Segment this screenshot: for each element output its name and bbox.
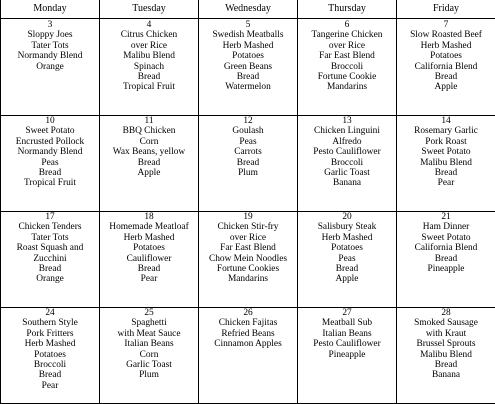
menu-item: Herb Mashed xyxy=(299,233,395,243)
header-friday: Friday xyxy=(397,0,495,19)
menu-item: Mandarins xyxy=(200,274,296,284)
header-wednesday: Wednesday xyxy=(199,0,298,19)
menu-item: Bread xyxy=(101,264,197,274)
menu-item: Fortune Cookie xyxy=(299,72,395,82)
day-cell xyxy=(1,212,100,308)
day-number: 5 xyxy=(200,20,296,30)
menu-item: Bread xyxy=(398,72,494,82)
day-number: 12 xyxy=(200,116,296,126)
menu-item: Encrusted Pollock xyxy=(2,137,98,147)
menu-item: Garlic Toast xyxy=(101,360,197,370)
menu-item: Peas xyxy=(2,158,98,168)
menu-item: Malibu Blend xyxy=(398,158,494,168)
menu-item: Bread xyxy=(2,168,98,178)
menu-item: Potatoes xyxy=(200,51,296,61)
menu-item: Pear xyxy=(2,381,98,391)
header-monday: Monday xyxy=(1,0,100,19)
menu-item: Pork Roast xyxy=(398,137,494,147)
menu-item: BBQ Chicken xyxy=(101,126,197,136)
menu-item: Smoked Sausage xyxy=(398,318,494,328)
week-row xyxy=(1,116,495,212)
menu-item: California Blend xyxy=(398,62,494,72)
menu-item: Rosemary Garlic xyxy=(398,126,494,136)
day-number: 10 xyxy=(2,116,98,126)
day-cell xyxy=(298,19,397,116)
menu-item: Banana xyxy=(299,178,395,188)
menu-item: Pesto Cauliflower xyxy=(299,339,395,349)
day-cell xyxy=(397,19,495,116)
menu-item: Italian Beans xyxy=(101,339,197,349)
menu-item: Bread xyxy=(101,72,197,82)
menu-item: over Rice xyxy=(101,41,197,51)
day-cell xyxy=(298,308,397,404)
menu-item: Far East Blend xyxy=(299,51,395,61)
menu-item: Refried Beans xyxy=(200,329,296,339)
menu-item: Bread xyxy=(2,264,98,274)
menu-item: Broccoli xyxy=(2,360,98,370)
menu-item: Sweet Potato xyxy=(398,233,494,243)
day-number: 7 xyxy=(398,20,494,30)
menu-item: Plum xyxy=(200,168,296,178)
day-cell xyxy=(397,116,495,212)
menu-item: Spaghetti xyxy=(101,318,197,328)
weekday-header-row xyxy=(1,0,495,19)
menu-item: Southern Style xyxy=(2,318,98,328)
day-cell xyxy=(1,116,100,212)
day-cell xyxy=(1,19,100,116)
menu-item: Tater Tots xyxy=(2,233,98,243)
day-number: 13 xyxy=(299,116,395,126)
menu-item: Garlic Toast xyxy=(299,168,395,178)
menu-item: Herb Mashed xyxy=(398,41,494,51)
menu-item: Alfredo xyxy=(299,137,395,147)
menu-item: Broccoli xyxy=(299,62,395,72)
menu-item: Tropical Fruit xyxy=(2,178,98,188)
day-number: 21 xyxy=(398,212,494,222)
menu-item: Spinach xyxy=(101,62,197,72)
menu-item: Bread xyxy=(398,168,494,178)
menu-item: Herb Mashed xyxy=(101,233,197,243)
day-number: 20 xyxy=(299,212,395,222)
menu-item: with Kraut xyxy=(398,329,494,339)
menu-item: Chicken Linguini xyxy=(299,126,395,136)
day-number: 18 xyxy=(101,212,197,222)
menu-item: Cauliflower xyxy=(101,254,197,264)
menu-item: Corn xyxy=(101,137,197,147)
menu-item: Pineapple xyxy=(398,264,494,274)
menu-item: Normandy Blend xyxy=(2,51,98,61)
menu-item: Zucchini xyxy=(2,254,98,264)
menu-item: Apple xyxy=(101,168,197,178)
day-cell xyxy=(397,308,495,404)
day-number: 3 xyxy=(2,20,98,30)
day-cell xyxy=(298,116,397,212)
day-number: 26 xyxy=(200,308,296,318)
menu-item: Banana xyxy=(398,370,494,380)
menu-item: Potatoes xyxy=(101,243,197,253)
menu-item: Pesto Cauliflower xyxy=(299,147,395,157)
day-cell xyxy=(100,212,199,308)
menu-item: Swedish Meatballs xyxy=(200,30,296,40)
menu-item: Normandy Blend xyxy=(2,147,98,157)
menu-item: Chicken Tenders xyxy=(2,222,98,232)
day-number: 24 xyxy=(2,308,98,318)
menu-item: Bread xyxy=(398,360,494,370)
week-row xyxy=(1,19,495,116)
menu-item: Bread xyxy=(200,72,296,82)
day-number: 14 xyxy=(398,116,494,126)
header-tuesday: Tuesday xyxy=(100,0,199,19)
menu-item: Ham Dinner xyxy=(398,222,494,232)
day-number: 6 xyxy=(299,20,395,30)
day-cell xyxy=(199,19,298,116)
menu-item: Potatoes xyxy=(398,51,494,61)
day-number: 4 xyxy=(101,20,197,30)
menu-item: Citrus Chicken xyxy=(101,30,197,40)
menu-item: Italian Beans xyxy=(299,329,395,339)
menu-item: Pork Fritters xyxy=(2,329,98,339)
day-cell xyxy=(199,212,298,308)
day-cell xyxy=(100,19,199,116)
menu-item: Corn xyxy=(101,350,197,360)
menu-item: Peas xyxy=(200,137,296,147)
day-cell xyxy=(100,116,199,212)
menu-item: Bread xyxy=(101,158,197,168)
menu-item: Chow Mein Noodles xyxy=(200,254,296,264)
menu-item: California Blend xyxy=(398,243,494,253)
day-cell xyxy=(199,308,298,404)
menu-item: Bread xyxy=(299,264,395,274)
day-cell xyxy=(298,212,397,308)
day-number: 25 xyxy=(101,308,197,318)
menu-item: Plum xyxy=(101,370,197,380)
menu-item: Potatoes xyxy=(2,350,98,360)
menu-item: Chicken Fajitas xyxy=(200,318,296,328)
menu-item: with Meat Sauce xyxy=(101,329,197,339)
menu-item: Mandarins xyxy=(299,82,395,92)
day-cell xyxy=(397,212,495,308)
menu-item: Peas xyxy=(299,254,395,264)
day-number: 11 xyxy=(101,116,197,126)
menu-item: over Rice xyxy=(299,41,395,51)
menu-item: Broccoli xyxy=(299,158,395,168)
day-number: 28 xyxy=(398,308,494,318)
menu-item: Potatoes xyxy=(299,243,395,253)
menu-item: Green Beans xyxy=(200,62,296,72)
menu-item: Herb Mashed xyxy=(2,339,98,349)
menu-item: Bread xyxy=(398,254,494,264)
week-row xyxy=(1,308,495,404)
menu-item: Sweet Potato xyxy=(398,147,494,157)
menu-item: Salisbury Steak xyxy=(299,222,395,232)
menu-item: Tropical Fruit xyxy=(101,82,197,92)
menu-item: Orange xyxy=(2,274,98,284)
day-number: 19 xyxy=(200,212,296,222)
day-number: 27 xyxy=(299,308,395,318)
menu-item: Orange xyxy=(2,62,98,72)
menu-item: Carrots xyxy=(200,147,296,157)
menu-item: Apple xyxy=(299,274,395,284)
menu-item: Wax Beans, yellow xyxy=(101,147,197,157)
menu-item: Pear xyxy=(101,274,197,284)
day-cell xyxy=(1,308,100,404)
menu-item: Brussel Sprouts xyxy=(398,339,494,349)
menu-item: Sweet Potato xyxy=(2,126,98,136)
menu-item: over Rice xyxy=(200,233,296,243)
menu-item: Malibu Blend xyxy=(101,51,197,61)
week-row xyxy=(1,212,495,308)
day-number: 17 xyxy=(2,212,98,222)
menu-item: Cinnamon Apples xyxy=(200,339,296,349)
menu-item: Malibu Blend xyxy=(398,350,494,360)
menu-item: Apple xyxy=(398,82,494,92)
menu-item: Watermelon xyxy=(200,82,296,92)
menu-item: Bread xyxy=(2,370,98,380)
day-cell xyxy=(199,116,298,212)
menu-item: Homemade Meatloaf xyxy=(101,222,197,232)
day-cell xyxy=(100,308,199,404)
menu-item: Sloppy Joes xyxy=(2,30,98,40)
menu-item: Far East Blend xyxy=(200,243,296,253)
menu-item: Herb Mashed xyxy=(200,41,296,51)
menu-item: Meatball Sub xyxy=(299,318,395,328)
menu-item: Tangerine Chicken xyxy=(299,30,395,40)
menu-item: Pineapple xyxy=(299,350,395,360)
menu-item: Slow Roasted Beef xyxy=(398,30,494,40)
menu-item: Roast Squash and xyxy=(2,243,98,253)
header-thursday: Thursday xyxy=(298,0,397,19)
menu-item: Fortune Cookies xyxy=(200,264,296,274)
menu-item: Goulash xyxy=(200,126,296,136)
menu-item: Chicken Stir-fry xyxy=(200,222,296,232)
menu-item: Pear xyxy=(398,178,494,188)
menu-item: Tater Tots xyxy=(2,41,98,51)
menu-item: Bread xyxy=(200,158,296,168)
